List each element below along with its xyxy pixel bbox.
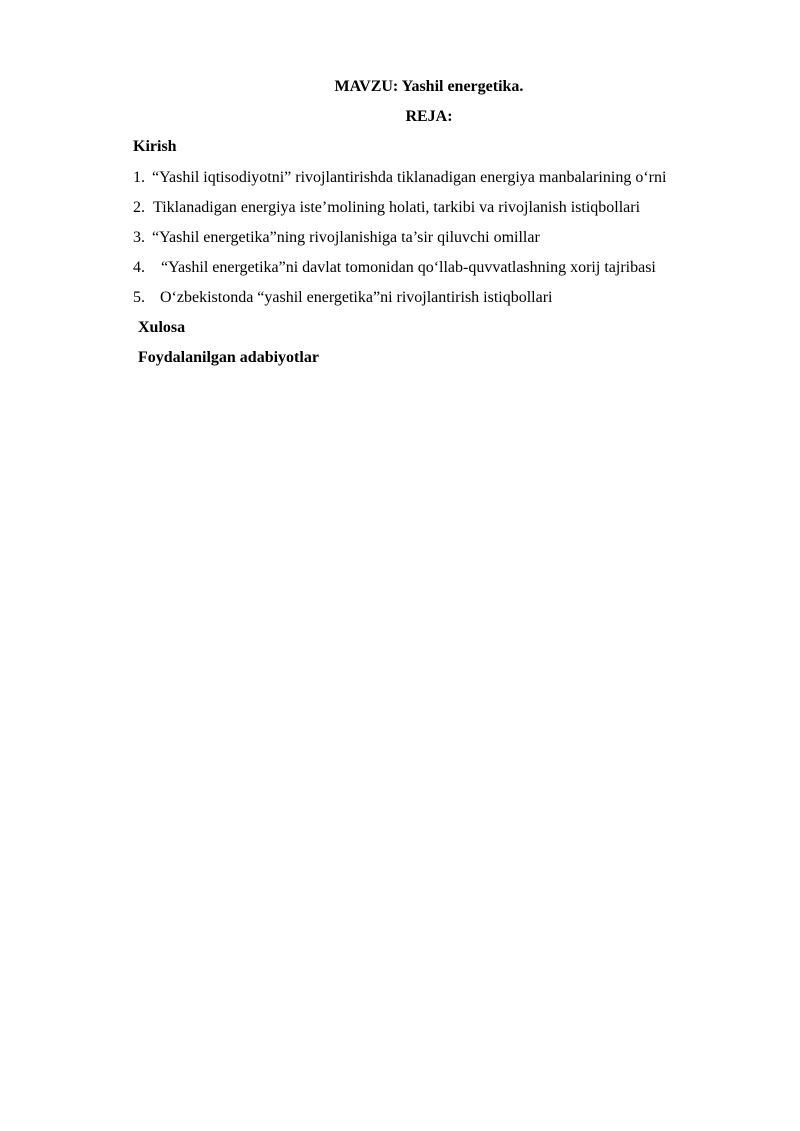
plan-item-text: Tiklanadigan energiya iste’molining holati, tarkibi va rivojlanish istiqbollari xyxy=(153,199,641,216)
plan-item-text: “Yashil energetika”ning rivojlanishiga ta’sir qiluvchi omillar xyxy=(152,229,540,246)
plan-item-number: 1. xyxy=(133,169,145,186)
plan-item-number: 3. xyxy=(133,229,145,246)
plan-item-text: “Yashil energetika”ni davlat tomonidan qo‘llab-quvvatlashning xorij tajribasi xyxy=(161,259,656,276)
plan-item-4 xyxy=(133,258,656,278)
plan-item-number: 2. xyxy=(133,199,145,216)
intro-heading: Kirish xyxy=(133,138,177,155)
plan-heading: REJA: xyxy=(405,108,453,125)
document-title: MAVZU: Yashil energetika. xyxy=(334,78,524,95)
plan-item-number: 5. xyxy=(133,289,145,306)
references-heading: Foydalanilgan adabiyotlar xyxy=(138,349,319,366)
plan-item-number: 4. xyxy=(133,259,145,276)
plan-item-3 xyxy=(133,228,540,248)
conclusion-heading: Xulosa xyxy=(138,319,186,336)
plan-item-text: O‘zbekistonda “yashil energetika”ni rivojlantirish istiqbollari xyxy=(160,289,553,306)
plan-item-2 xyxy=(133,198,640,218)
plan-item-text: “Yashil iqtisodiyotni” rivojlantirishda tiklanadigan energiya manbalarining o‘rni xyxy=(152,169,667,186)
plan-item-1 xyxy=(133,168,666,188)
plan-item-5 xyxy=(133,288,553,308)
